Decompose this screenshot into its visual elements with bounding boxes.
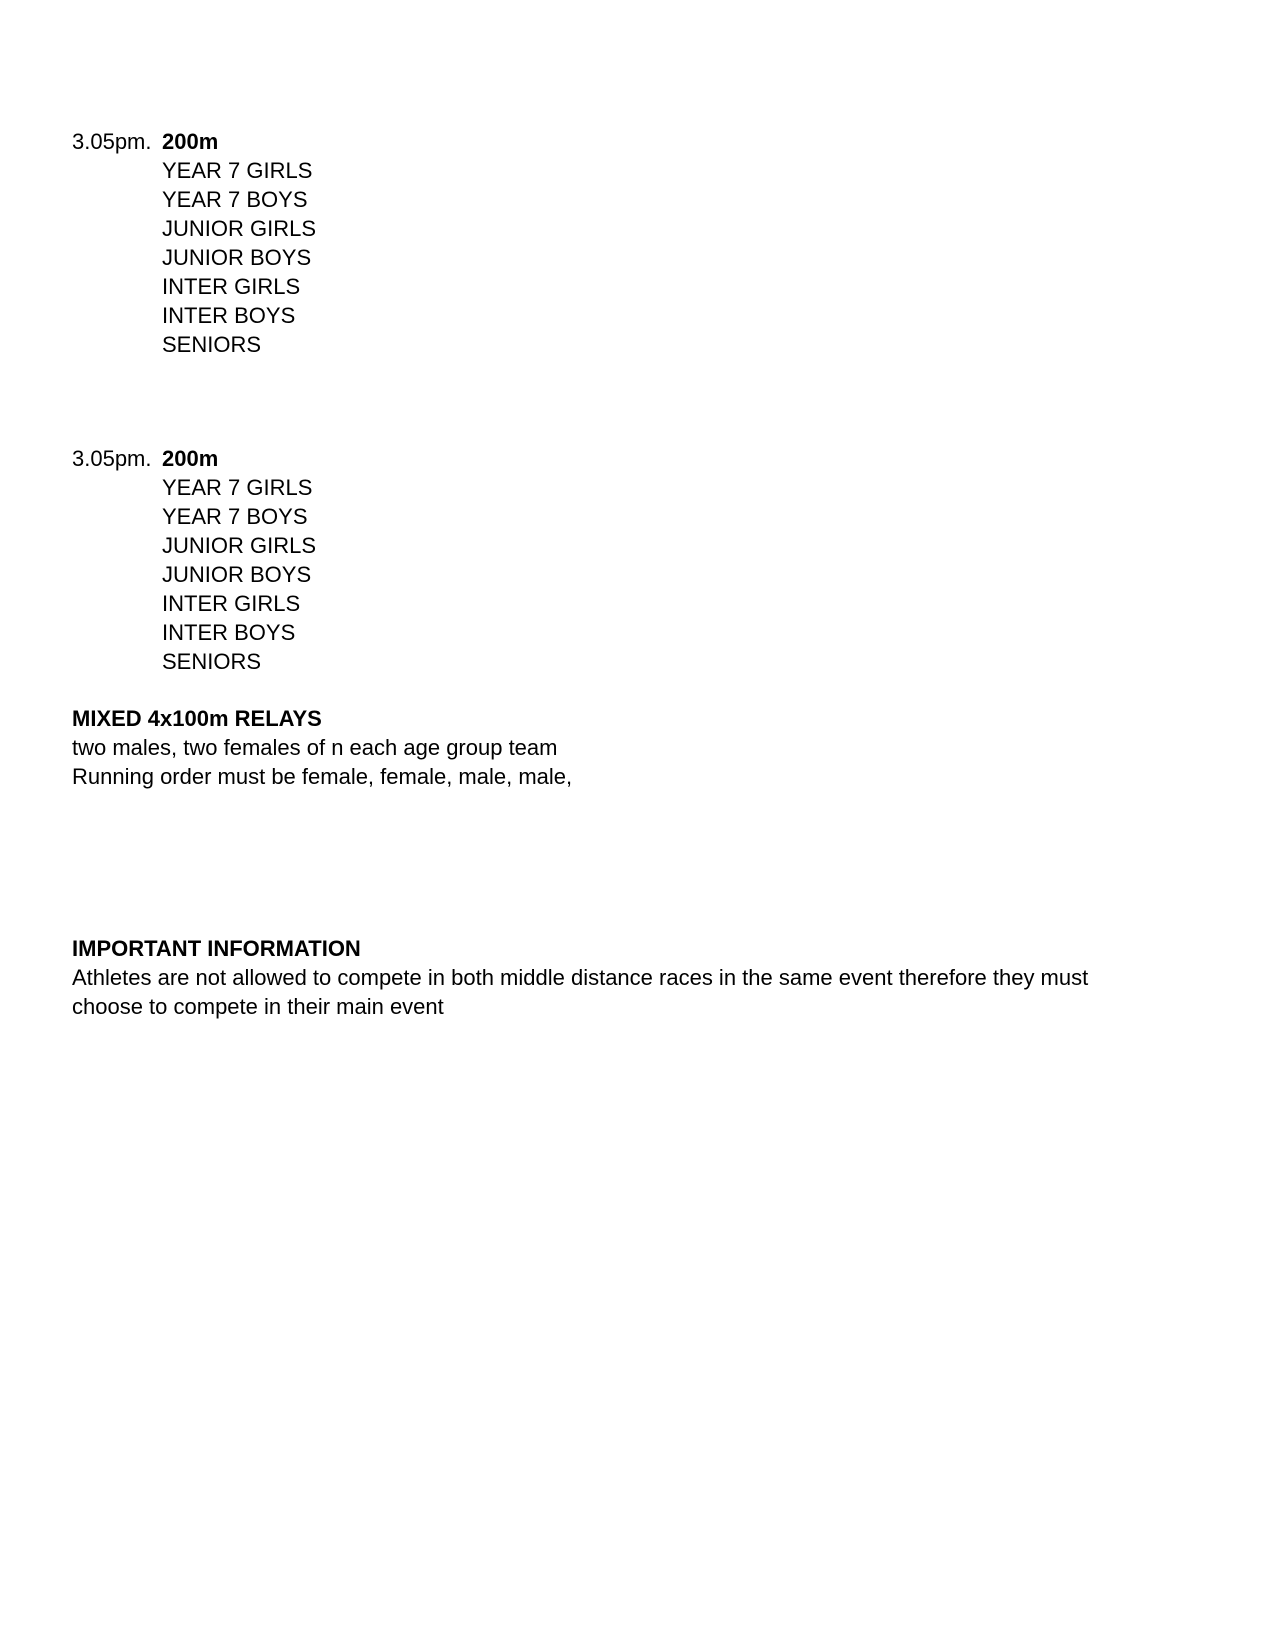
age-group: JUNIOR GIRLS [162,216,317,241]
age-group: YEAR 7 BOYS [162,187,308,212]
age-group: JUNIOR GIRLS [162,533,317,558]
event-time: 3.05pm. [72,446,152,471]
relays-line: Running order must be female, female, male, male, [72,764,573,789]
important-section [72,934,1192,1021]
important-line: Athletes are not allowed to compete in both middle distance races in the same event therefore they must [72,965,1089,990]
age-group: YEAR 7 GIRLS [162,158,313,183]
age-group: JUNIOR BOYS [162,245,312,270]
age-group: SENIORS [162,649,262,674]
event-block-2 [72,444,316,676]
age-group: SENIORS [162,332,262,357]
event-header [72,444,316,473]
event-title: 200m [162,446,219,471]
age-group: INTER GIRLS [162,274,301,299]
relays-heading: MIXED 4x100m RELAYS [72,706,322,731]
event-title: 200m [162,129,219,154]
event-time: 3.05pm. [72,129,152,154]
age-group: YEAR 7 GIRLS [162,475,313,500]
relays-line: two males, two females of n each age group team [72,735,558,760]
age-group: INTER BOYS [162,303,296,328]
age-group: INTER BOYS [162,620,296,645]
event-block-1 [72,127,316,359]
important-line: choose to compete in their main event [72,994,444,1019]
relays-section [72,704,1192,791]
age-group: JUNIOR BOYS [162,562,312,587]
event-header [72,127,316,156]
age-group: INTER GIRLS [162,591,301,616]
age-group: YEAR 7 BOYS [162,504,308,529]
important-heading: IMPORTANT INFORMATION [72,936,361,961]
